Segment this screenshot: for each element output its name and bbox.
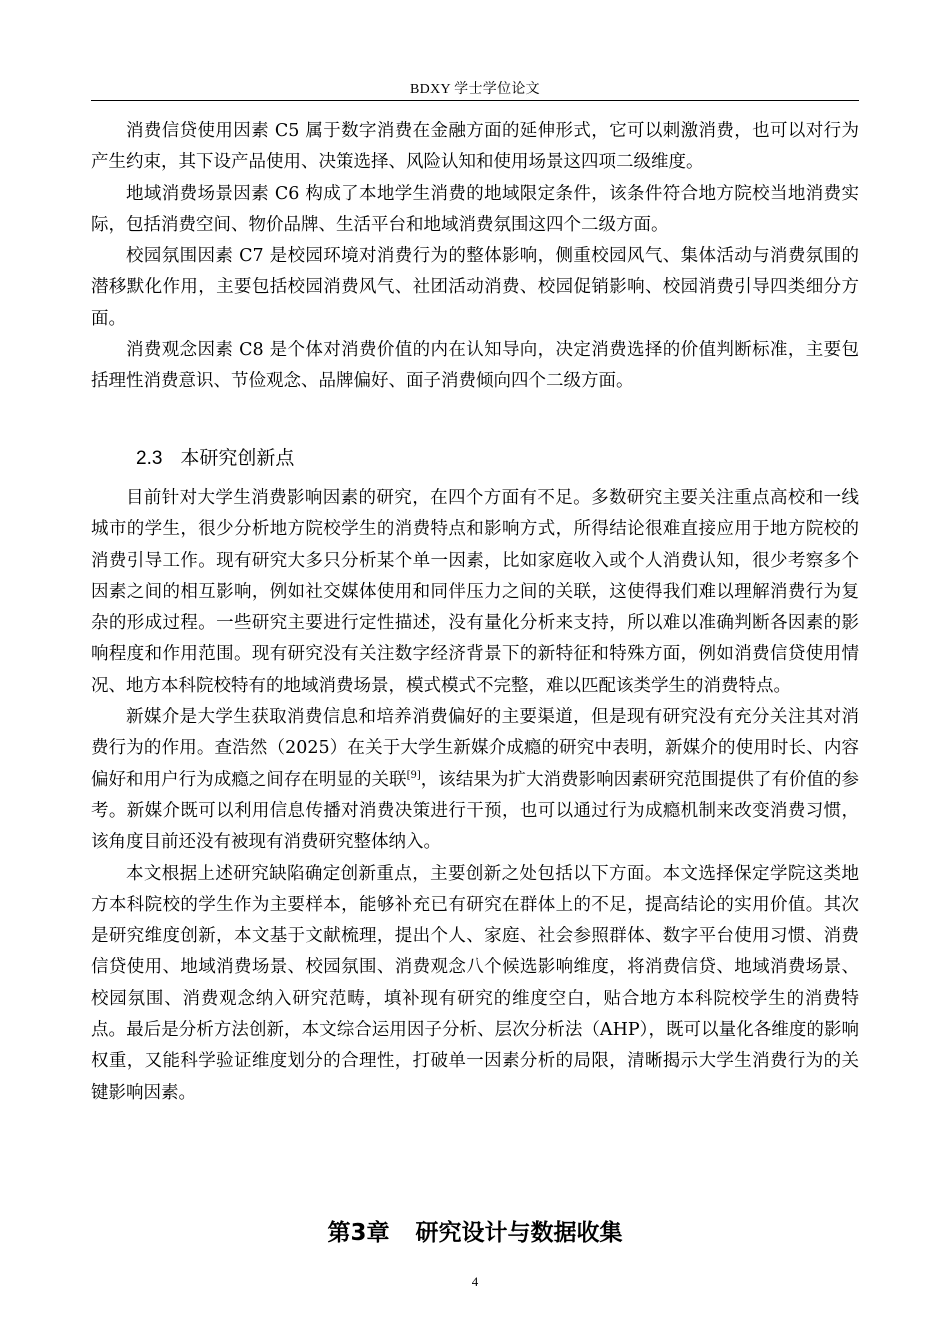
citation-ref[interactable]: [9]: [406, 769, 421, 781]
section-number: 2.3: [136, 448, 163, 469]
text-block-innovation: [91, 483, 859, 1109]
running-header: BDXY 学士学位论文: [410, 82, 540, 97]
paragraph-c6: 地域消费场景因素 C6 构成了本地学生消费的地域限定条件，该条件符合地方院校当地消费实际，包括消费空间、物价品牌、生活平台和地域消费氛围这四个二级方面。: [91, 183, 859, 235]
chapter-number: 第3章: [327, 1220, 390, 1246]
section-title: 本研究创新点: [180, 447, 295, 469]
paragraph-c7: 校园氛围因素 C7 是校园环境对消费行为的整体影响，侧重校园风气、集体活动与消费氛围的潜移默化作用，主要包括校园消费风气、社团活动消费、校园促销影响、校园消费引导四类细分方面。: [91, 246, 859, 329]
chapter-heading: [0, 1214, 950, 1247]
paragraph-new-media: [91, 702, 859, 858]
new-media-text-b: ，该结果为扩大消费影响因素研究范围提供了有价值的参考。新媒介既可以利用信息传播对消费决策进行干预，也可以通过行为成瘾机制来改变消费习惯，该角度目前还没有被现有消费研究整体纳入。: [91, 769, 860, 853]
paragraph-research-gaps: 目前针对大学生消费影响因素的研究，在四个方面有不足。多数研究主要关注重点高校和一线城市的学生，很少分析地方院校学生的消费特点和影响方式，所得结论很难直接应用于地方院校的消费引导工作。现有研究大多只分析某个单一因素，比如家庭收入或个人消费认知，很少考察多个因素之间的相互影响，例如社交媒体使用和同伴压力之间的关联，这使得我们难以理解消费行为复杂的形成过程。一些研究主要进行定性描述，没有量化分析来支持，所以难以准确判断各因素的影响程度和作用范围。现有研究没有关注数字经济背景下的新特征和特殊方面，例如消费信贷使用情况、地方本科院校特有的地域消费场景，模式模式不完整，难以匹配该类学生的消费特点。: [91, 488, 859, 696]
header-rule: [91, 100, 859, 101]
section-heading: [136, 443, 294, 470]
paragraph-c5: 消费信贷使用因素 C5 属于数字消费在金融方面的延伸形式，它可以刺激消费，也可以对行为产生约束，其下设产品使用、决策选择、风险认知和使用场景这四项二级维度。: [91, 121, 859, 173]
paragraph-innovations: 本文根据上述研究缺陷确定创新重点，主要创新之处包括以下方面。本文选择保定学院这类地方本科院校的学生作为主要样本，能够补充已有研究在群体上的不足，提高结论的实用价值。其次是研究维度创新，本文基于文献梳理，提出个人、家庭、社会参照群体、数字平台使用习惯、消费信贷使用、地域消费场景、校园氛围、消费观念八个候选影响维度，将消费信贷、地域消费场景、校园氛围、消费观念纳入研究范畴，填补现有研究的维度空白，贴合地方本科院校学生的消费特点。最后是分析方法创新，本文综合运用因子分析、层次分析法（AHP），既可以量化各维度的影响权重，又能科学验证维度划分的合理性，打破单一因素分析的局限，清晰揭示大学生消费行为的关键影响因素。: [91, 863, 859, 1103]
text-block-factors: [91, 116, 859, 398]
page-number: 4: [471, 1274, 479, 1289]
paragraph-c8: 消费观念因素 C8 是个体对消费价值的内在认知导向，决定消费选择的价值判断标准，主要包括理性消费意识、节俭观念、品牌偏好、面子消费倾向四个二级方面。: [91, 340, 859, 392]
chapter-title: 研究设计与数据收集: [415, 1220, 623, 1246]
new-media-text-a: 新媒介是大学生获取消费信息和培养消费偏好的主要渠道，但是现有研究没有充分关注其对消费行为的作用。查浩然（2025）在关于大学生新媒介成瘾的研究中表明，新媒介的使用时长、内容偏好和用户行为成瘾之间存在明显的关联: [91, 707, 859, 790]
